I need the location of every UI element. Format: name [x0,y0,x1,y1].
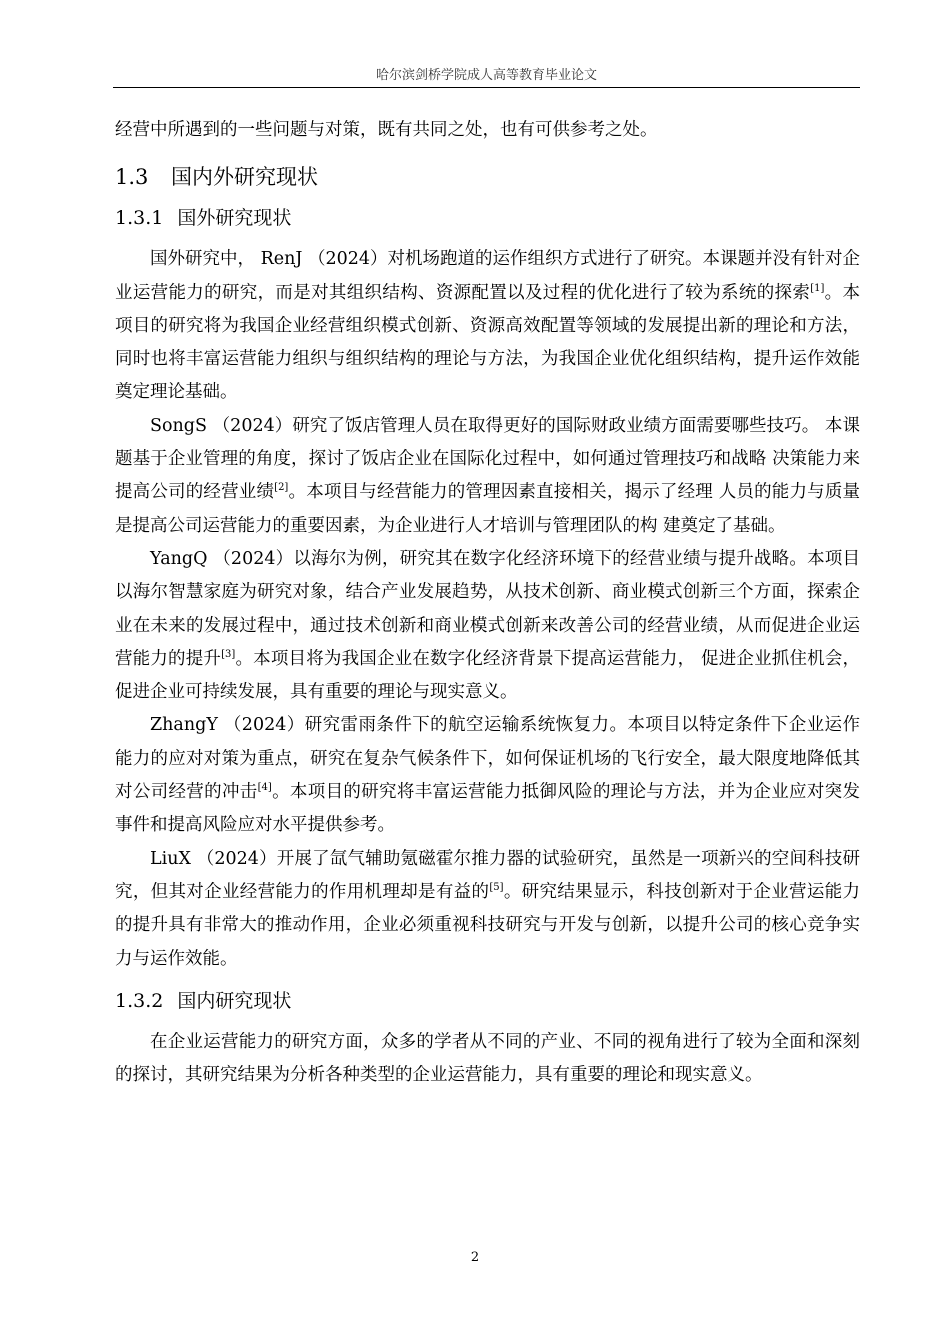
subsection-title: 国内研究现状 [177,989,292,1012]
section-title: 国内外研究现状 [171,165,318,190]
subsection-number: 1.3.1 [115,207,164,230]
citation-1: [1] [810,282,825,294]
subsection-title: 国外研究现状 [177,207,292,230]
section-number: 1.3 [115,165,149,190]
intro-line: 经营中所遇到的一些问题与对策，既有共同之处，也有可供参考之处。 [115,120,658,140]
subsection-heading-foreign [115,205,860,231]
paragraph-domestic: 在企业运营能力的研究方面，众多的学者从不同的产业、不同的视角进行了较为全面和深刻的探讨，其研究结果为分析各种类型的企业运营能力，具有重要的理论和现实意义。 [115,1031,860,1086]
page-body [115,114,860,1092]
paragraph-zhangy: ZhangY （2024）研究雷雨条件下的航空运输系统恢复力。本项目以特定条件下企业运作能力的应对对策为重点，研究在复杂气候条件下，如何保证机场的飞行安全，最大限度地降低其对公司经营的冲击[4]。本项目的研究将丰富运营能力抵御风险的理论与方法，并为企业应对突发事件和提高风险应对水平提供参考。 [115,715,861,836]
citation-4: [4] [257,782,272,794]
citation-5: [5] [489,881,504,893]
subsection-heading-domestic [115,988,860,1014]
running-header: 哈尔滨剑桥学院成人高等教育毕业论文 [375,68,597,83]
citation-2: [2] [274,482,289,494]
paragraph-songs: SongS （2024）研究了饭店管理人员在取得更好的国际财政业绩方面需要哪些技巧。 本课题基于企业管理的角度，探讨了饭店企业在国际化过程中，如何通过管理技巧和战略 决策能力来提高公司的经营业绩[2]。本项目与经营能力的管理因素直接相关，揭示了经理 人员的能力与质量是提高公司运营能力的重要因素，为企业进行人才培训与管理团队的构 建奠定了基础。 [115,415,861,536]
paragraph-liux: LiuX （2024）开展了氙气辅助氪磁霍尔推力器的试验研究，虽然是一项新兴的空间科技研究，但其对企业经营能力的作用机理却是有益的[5]。研究结果显示，科技创新对于企业营运能力的提升具有非常大的推动作用，企业必须重视科技研究与开发与创新，以提升公司的核心竞争实力与运作效能。 [115,848,861,969]
paragraph-yangq: YangQ （2024）以海尔为例，研究其在数字化经济环境下的经营业绩与提升战略。本项目以海尔智慧家庭为研究对象，结合产业发展趋势，从技术创新、商业模式创新三个方面，探索企业在未来的发展过程中，通过技术创新和商业模式创新来改善公司的经营业绩，从而促进企业运营能力的提升[3]。本项目将为我国企业在数字化经济背景下提高运营能力， 促进企业抓住机会，促进企业可持续发展，具有重要的理论与现实意义。 [115,548,860,703]
page-number: 2 [470,1250,480,1265]
citation-3: [3] [221,648,236,660]
paragraph-renj: 国外研究中， RenJ （2024）对机场跑道的运作组织方式进行了研究。本课题并没有针对企业运营能力的研究，而是对其组织结构、资源配置以及过程的优化进行了较为系统的探索[1]。本项目的研究将为我国企业经营组织模式创新、资源高效配置等领域的发展提出新的理论和方法，同时也将丰富运营能力组织与组织结构的理论与方法，为我国企业优化组织结构，提升运作效能奠定理论基础。 [115,249,861,403]
section-heading [115,163,860,191]
subsection-number: 1.3.2 [115,989,164,1012]
header-rule [113,87,860,88]
